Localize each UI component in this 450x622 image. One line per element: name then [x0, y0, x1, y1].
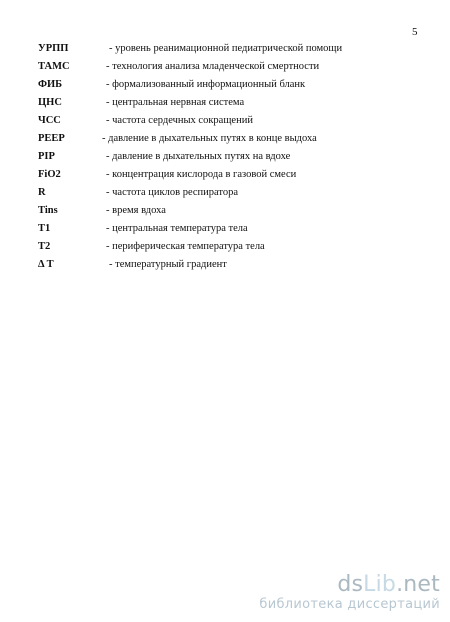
abbreviation-description: - время вдоха [106, 205, 166, 216]
list-item [38, 94, 438, 112]
abbreviation-term: PEEP [38, 133, 65, 144]
abbreviation-description: - центральная температура тела [106, 223, 248, 234]
list-item [38, 112, 438, 130]
logo-part: ds [337, 572, 364, 597]
site-watermark [259, 573, 440, 612]
abbreviation-description: - частота циклов респиратора [106, 187, 239, 198]
logo-part: .net [396, 572, 440, 597]
list-item [38, 184, 438, 202]
list-item [38, 76, 438, 94]
list-item [38, 256, 438, 274]
abbreviation-term: T2 [38, 241, 51, 252]
abbreviation-term: Tins [38, 205, 58, 216]
abbreviation-description: - периферическая температура тела [106, 241, 265, 252]
abbreviation-description: - давление в дыхательных путях в конце выдоха [102, 133, 317, 144]
abbreviation-term: T1 [38, 223, 51, 234]
list-item [38, 130, 438, 148]
list-item [38, 220, 438, 238]
abbreviation-description: - технология анализа младенческой смертности [106, 61, 320, 72]
abbreviation-description: - температурный градиент [109, 259, 227, 270]
abbreviation-term: R [38, 187, 46, 198]
list-item [38, 40, 438, 58]
abbreviation-term: PIP [38, 151, 55, 162]
abbreviation-description: - центральная нервная система [106, 97, 245, 108]
abbreviation-description: - частота сердечных сокращений [106, 115, 253, 126]
abbreviation-description: - концентрация кислорода в газовой смеси [106, 169, 297, 180]
list-item [38, 238, 438, 256]
abbreviation-term: ЧСС [38, 115, 61, 126]
site-logo [259, 573, 440, 597]
abbreviation-term: УРПП [38, 43, 69, 54]
abbreviation-description: - формализованный информационный бланк [106, 79, 306, 90]
abbreviation-description: - давление в дыхательных путях на вдохе [106, 151, 291, 162]
list-item [38, 58, 438, 76]
abbreviation-term: Δ T [38, 259, 54, 270]
abbreviation-list [38, 40, 438, 274]
list-item [38, 202, 438, 220]
list-item [38, 166, 438, 184]
page-number: 5 [412, 26, 418, 38]
list-item [38, 148, 438, 166]
abbreviation-description: - уровень реанимационной педиатрической помощи [109, 43, 343, 54]
logo-part: Lib [363, 572, 397, 597]
abbreviation-term: FiO2 [38, 169, 61, 180]
site-tagline: библиотека диссертаций [259, 597, 440, 612]
abbreviation-term: ТАМС [38, 61, 70, 72]
abbreviation-term: ЦНС [38, 97, 62, 108]
abbreviation-term: ФИБ [38, 79, 63, 90]
